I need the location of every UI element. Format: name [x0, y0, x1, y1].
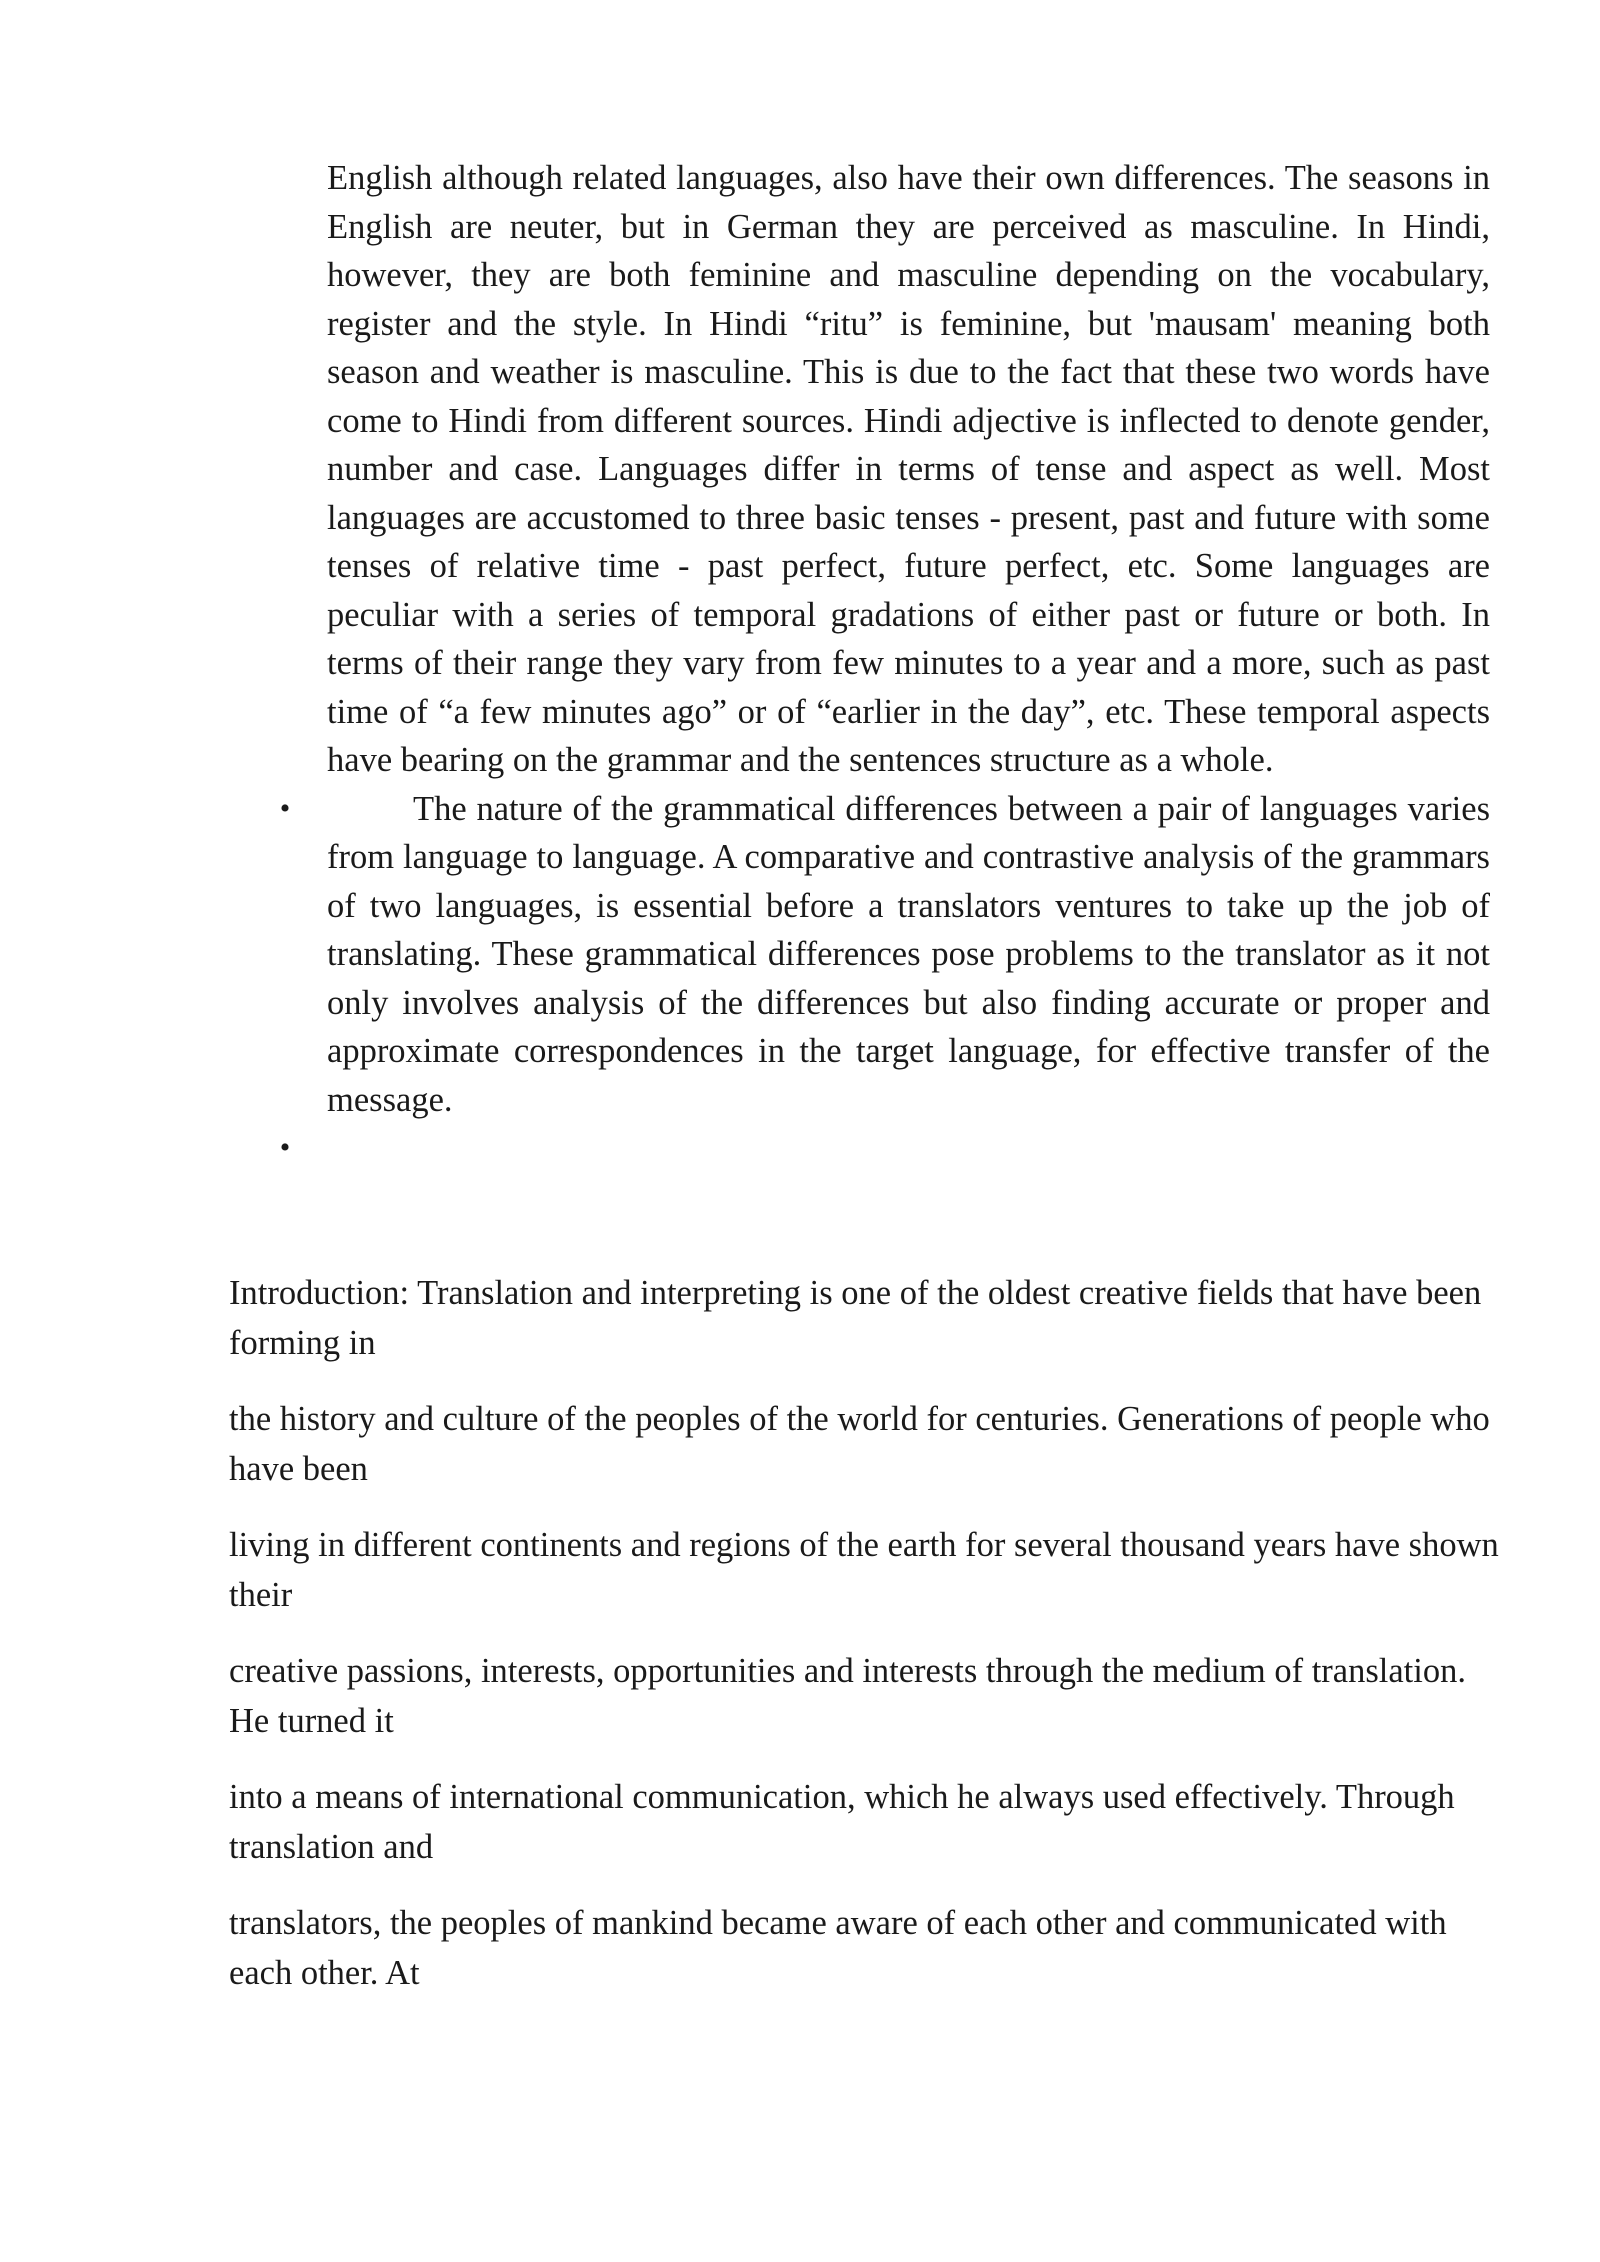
- list-item-text: The nature of the grammatical differences between a pair of languages varies from language to language. A comparative and contrastive analysis of the grammars of two languages, is essential before a translators ventures to take up the job of translating. These grammatical differences pose problems to the translator as it not only involves analysis of the differences but also finding accurate or proper and approximate correspondences in the target language, for effective transfer of the message.: [327, 789, 1490, 1119]
- bulleted-list: [279, 154, 1490, 1173]
- paragraph: creative passions, interests, opportunities and interests through the medium of translation. He turned it: [229, 1652, 1466, 1740]
- list-item: [279, 1124, 1490, 1173]
- paragraph: Introduction: Translation and interpreting is one of the oldest creative fields that have been forming in: [229, 1274, 1482, 1362]
- paragraph: translators, the peoples of mankind became aware of each other and communicated with each other. At: [229, 1904, 1447, 1992]
- list-item: [327, 154, 1490, 785]
- list-item: [279, 785, 1490, 1125]
- bullet-icon: •: [279, 1131, 291, 1164]
- bullet-icon: •: [279, 791, 291, 825]
- paragraph: the history and culture of the peoples of the world for centuries. Generations of people who have been: [229, 1400, 1490, 1488]
- paragraph: into a means of international communication, which he always used effectively. Through translation and: [229, 1778, 1455, 1866]
- introduction-section: [229, 1268, 1509, 2024]
- list-item-text: English although related languages, also have their own differences. The seasons in English are neuter, but in German they are perceived as masculine. In Hindi, however, they are both feminine and masculine depending on the vocabulary, register and the style. In Hindi “ritu” is feminine, but 'mausam' meaning both season and weather is masculine. This is due to the fact that these two words have come to Hindi from different sources. Hindi adjective is inflected to denote gender, number and case. Languages differ in terms of tense and aspect as well. Most languages are accustomed to three basic tenses - present, past and future with some tenses of relative time - past perfect, future perfect, etc. Some languages are peculiar with a series of temporal gradations of either past or future or both. In terms of their range they vary from few minutes to a year and a more, such as past time of “a few minutes ago” or of “earlier in the day”, etc. These temporal aspects have bearing on the grammar and the sentences structure as a whole.: [327, 159, 1490, 779]
- paragraph: living in different continents and regions of the earth for several thousand years have shown their: [229, 1526, 1499, 1614]
